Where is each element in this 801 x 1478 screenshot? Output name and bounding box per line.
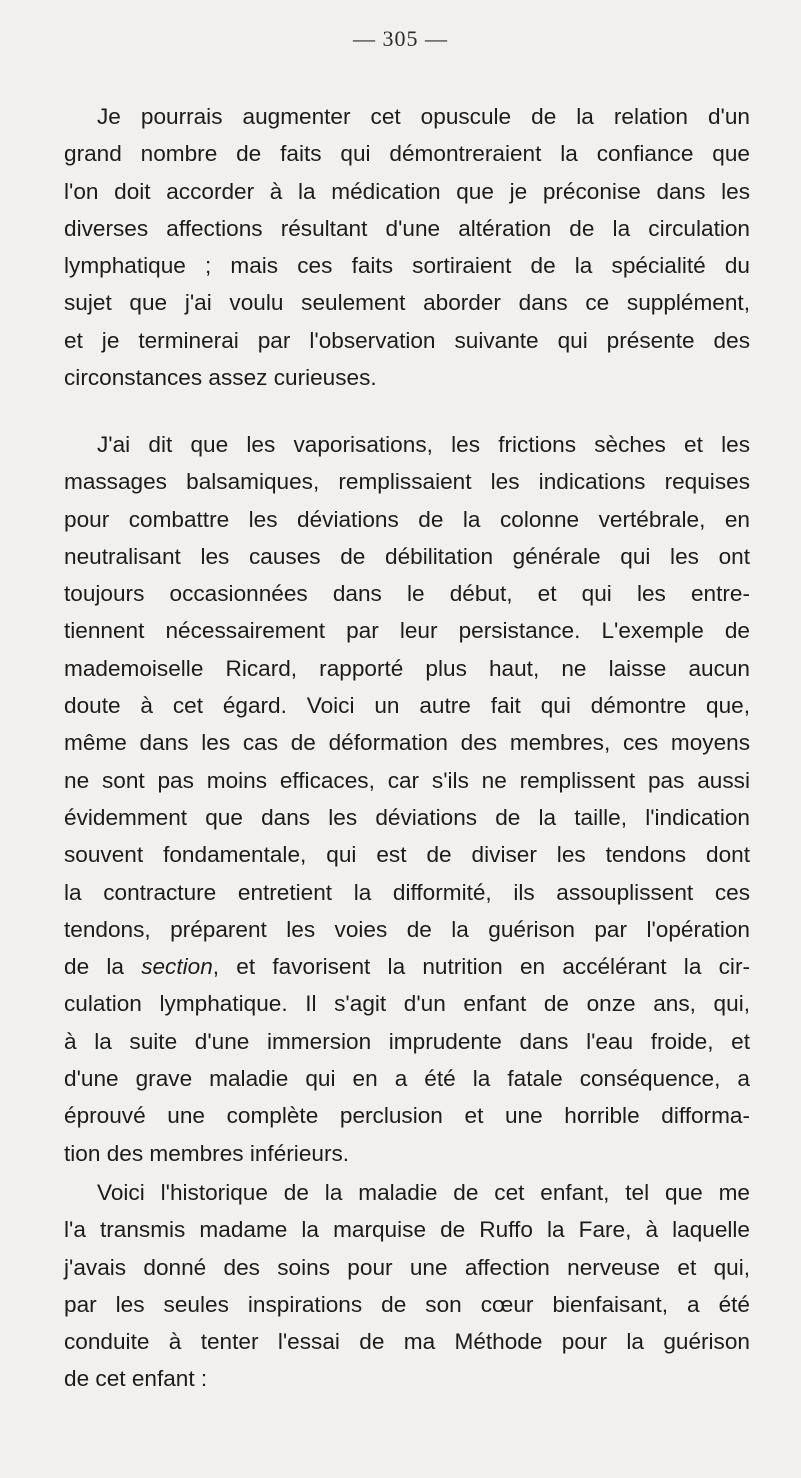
text-line: doute à cet égard. Voici un autre fait qui démontre que, <box>64 693 750 719</box>
text-line: conduite à tenter l'essai de ma Méthode pour la guérison <box>64 1329 750 1355</box>
text-line: par les seules inspirations de son cœur bienfaisant, a été <box>64 1291 750 1317</box>
text-line: diverses affections résultant d'une altération de la circulation <box>64 215 750 241</box>
text-line: à la suite d'une immersion imprudente dans l'eau froide, et <box>64 1028 750 1054</box>
text-line: éprouvé une complète perclusion et une horrible difforma- <box>64 1103 750 1129</box>
text-line: d'une grave maladie qui en a été la fatale conséquence, a <box>64 1066 750 1092</box>
text-line: J'ai dit que les vaporisations, les frictions sèches et les <box>97 432 750 457</box>
text-line: sujet que j'ai voulu seulement aborder dans ce supplément, <box>64 290 750 316</box>
text-line: évidemment que dans les déviations de la taille, l'indication <box>64 804 750 830</box>
text-line: Je pourrais augmenter cet opuscule de la relation d'un <box>97 104 750 129</box>
text-line: même dans les cas de déformation des membres, ces moyens <box>64 730 750 756</box>
text-line: mademoiselle Ricard, rapporté plus haut, ne laisse aucun <box>64 655 750 681</box>
paragraph-2 <box>64 426 750 1172</box>
text-line: culation lymphatique. Il s'agit d'un enfant de onze ans, qui, <box>64 991 750 1017</box>
paragraph-3 <box>64 1174 750 1398</box>
text-line: j'avais donné des soins pour une affection nerveuse et qui, <box>64 1254 750 1280</box>
text-line: de la section, et favorisent la nutrition en accélérant la cir- <box>64 954 750 980</box>
text-line: Voici l'historique de la maladie de cet enfant, tel que me <box>97 1180 750 1205</box>
text-line: toujours occasionnées dans le début, et qui les entre- <box>64 581 750 607</box>
text-line: l'on doit accorder à la médication que je préconise dans les <box>64 178 750 204</box>
page-number: — 305 — <box>353 26 448 51</box>
text-line: tendons, préparent les voies de la guérison par l'opération <box>64 916 750 942</box>
text-line: de cet enfant : <box>64 1366 208 1392</box>
text-line: circonstances assez curieuses. <box>64 365 377 391</box>
text-line: tiennent nécessairement par leur persistance. L'exemple de <box>64 618 750 644</box>
text-line: grand nombre de faits qui démontreraient la confiance que <box>64 141 750 167</box>
text-line: et je terminerai par l'observation suivante qui présente des <box>64 327 750 353</box>
text-line: l'a transmis madame la marquise de Ruffo la Fare, à laquelle <box>64 1217 750 1243</box>
paragraph-1 <box>64 98 750 396</box>
text-line: pour combattre les déviations de la colonne vertébrale, en <box>64 506 750 532</box>
text-line: massages balsamiques, remplissaient les indications requises <box>64 469 750 495</box>
text-line: la contracture entretient la difformité, ils assouplissent ces <box>64 879 750 905</box>
text-line: tion des membres inférieurs. <box>64 1140 350 1166</box>
text-line: ne sont pas moins efficaces, car s'ils ne remplissent pas aussi <box>64 767 750 793</box>
text-line: souvent fondamentale, qui est de diviser les tendons dont <box>64 842 750 868</box>
text-line: neutralisant les causes de débilitation générale qui les ont <box>64 543 750 569</box>
text-line: lymphatique ; mais ces faits sortiraient de la spécialité du <box>64 253 750 279</box>
